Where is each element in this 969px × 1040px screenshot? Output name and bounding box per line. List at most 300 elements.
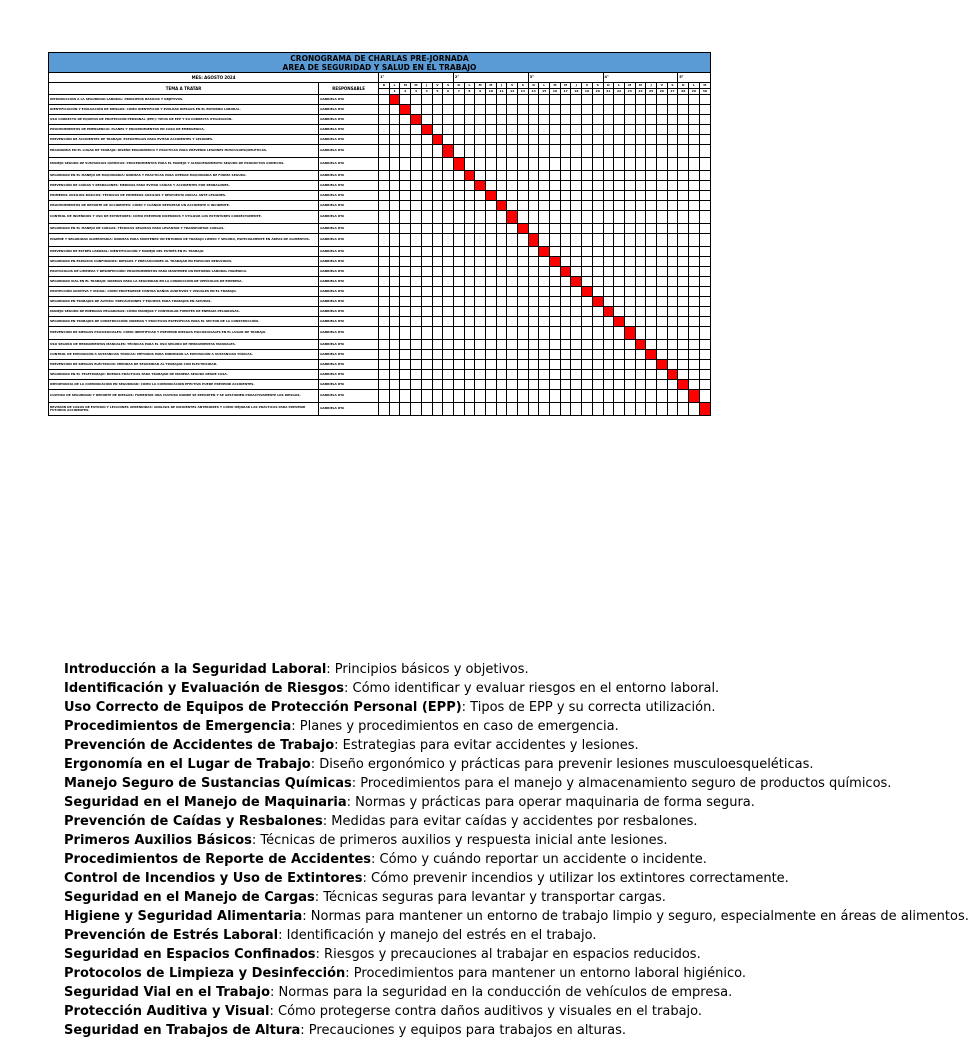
- day-cell: [518, 267, 529, 277]
- day-letter: S: [667, 83, 678, 89]
- day-cell: [624, 247, 635, 257]
- day-cell: [518, 234, 529, 247]
- day-cell: [507, 191, 518, 201]
- day-cell: [379, 145, 390, 158]
- scheduled-day-marker: [443, 145, 454, 158]
- table-row: [49, 297, 711, 307]
- day-cell: [453, 350, 464, 360]
- day-cell: [432, 191, 443, 201]
- day-cell: [400, 115, 411, 125]
- day-cell: [678, 370, 689, 380]
- day-cell: [550, 211, 561, 224]
- day-cell: [582, 95, 593, 105]
- table-row: [49, 125, 711, 135]
- scheduled-day-marker: [571, 277, 582, 287]
- day-cell: [614, 340, 625, 350]
- day-cell: [518, 211, 529, 224]
- day-cell: [635, 171, 646, 181]
- day-cell: [475, 145, 486, 158]
- day-cell: [421, 234, 432, 247]
- day-cell: [699, 191, 710, 201]
- day-cell: [464, 380, 475, 390]
- responsible-cell: GABRIELA RTA: [319, 403, 379, 416]
- list-item: [64, 793, 768, 812]
- day-cell: [699, 327, 710, 340]
- day-letter: M: [624, 83, 635, 89]
- day-cell: [421, 211, 432, 224]
- day-cell: [421, 171, 432, 181]
- responsible-cell: GABRIELA RTA: [319, 287, 379, 297]
- day-cell: [464, 181, 475, 191]
- day-cell: [475, 135, 486, 145]
- day-cell: [646, 403, 657, 416]
- day-cell: [646, 201, 657, 211]
- day-cell: [379, 171, 390, 181]
- day-cell: [678, 327, 689, 340]
- day-cell: [539, 327, 550, 340]
- list-item: [64, 736, 768, 755]
- day-cell: [389, 327, 400, 340]
- day-cell: [678, 135, 689, 145]
- day-cell: [646, 277, 657, 287]
- day-cell: [667, 158, 678, 171]
- day-cell: [411, 135, 422, 145]
- day-cell: [389, 403, 400, 416]
- day-cell: [432, 350, 443, 360]
- day-cell: [635, 211, 646, 224]
- day-cell: [507, 340, 518, 350]
- topic-cell: PREVENCIÓN DE ESTRÉS LABORAL: IDENTIFICACIÓN Y MANEJO DEL ESTRÉS EN EL TRABAJO.: [49, 247, 319, 257]
- day-cell: [699, 171, 710, 181]
- day-cell: [485, 317, 496, 327]
- day-cell: [443, 327, 454, 340]
- day-cell: [528, 115, 539, 125]
- day-cell: [635, 181, 646, 191]
- day-cell: [560, 257, 571, 267]
- day-cell: [678, 201, 689, 211]
- day-cell: [400, 95, 411, 105]
- topic-description: : Normas para la seguridad en la conducción de vehículos de empresa.: [270, 985, 733, 1000]
- day-cell: [592, 201, 603, 211]
- day-cell: [507, 297, 518, 307]
- day-cell: [592, 340, 603, 350]
- day-cell: [678, 360, 689, 370]
- day-cell: [496, 267, 507, 277]
- week-label: 3°: [528, 73, 603, 83]
- day-cell: [699, 105, 710, 115]
- table-row: [49, 247, 711, 257]
- table-row: [49, 317, 711, 327]
- day-cell: [582, 191, 593, 201]
- day-number: 11: [496, 89, 507, 95]
- day-cell: [400, 317, 411, 327]
- day-cell: [635, 234, 646, 247]
- day-cell: [453, 135, 464, 145]
- day-cell: [550, 360, 561, 370]
- day-cell: [485, 115, 496, 125]
- topic-cell: PREVENCIÓN DE RIESGOS PSICOSOCIALES: CÓMO IDENTIFICAR Y PREVENIR RIESGOS PSICOSOCIALES EN EL LUGAR DE TRABAJO.: [49, 327, 319, 340]
- day-cell: [550, 297, 561, 307]
- day-cell: [453, 247, 464, 257]
- day-cell: [614, 125, 625, 135]
- day-cell: [496, 181, 507, 191]
- topic-cell: MANEJO SEGURO DE ENERGÍAS PELIGROSAS: CÓMO MANEJAR Y CONTROLAR FUENTES DE ENERGÍA PELIGROSAS.: [49, 307, 319, 317]
- day-cell: [678, 105, 689, 115]
- day-letter: M: [475, 83, 486, 89]
- week-label: 5°: [678, 73, 711, 83]
- day-cell: [550, 327, 561, 340]
- day-cell: [603, 158, 614, 171]
- day-cell: [646, 158, 657, 171]
- day-cell: [475, 267, 486, 277]
- day-cell: [400, 171, 411, 181]
- day-cell: [485, 403, 496, 416]
- day-cell: [432, 317, 443, 327]
- day-cell: [646, 360, 657, 370]
- day-cell: [475, 307, 486, 317]
- day-number: 5: [432, 89, 443, 95]
- day-cell: [592, 380, 603, 390]
- day-cell: [379, 390, 390, 403]
- day-cell: [400, 350, 411, 360]
- day-cell: [550, 370, 561, 380]
- day-number: 25: [646, 89, 657, 95]
- day-cell: [421, 287, 432, 297]
- day-cell: [656, 115, 667, 125]
- topic-cell: PREVENCIÓN DE ACCIDENTES DE TRABAJO: ESTRATEGIAS PARA EVITAR ACCIDENTES Y LESIONES.: [49, 135, 319, 145]
- scheduled-day-marker: [485, 191, 496, 201]
- topic-title: Seguridad en Trabajos de Altura: [64, 1023, 301, 1038]
- day-cell: [667, 191, 678, 201]
- day-letter: S: [518, 83, 529, 89]
- day-cell: [379, 247, 390, 257]
- day-cell: [635, 125, 646, 135]
- day-cell: [421, 95, 432, 105]
- day-cell: [646, 247, 657, 257]
- day-cell: [603, 211, 614, 224]
- day-cell: [614, 257, 625, 267]
- day-cell: [518, 390, 529, 403]
- day-cell: [635, 317, 646, 327]
- topic-cell: CULTURA DE SEGURIDAD Y REPORTE DE RIESGOS: FOMENTAR UNA CULTURA DONDE SE REPORTEN Y SE GESTIONEN PROACTIVAMENTE LOS RIESGOS.: [49, 390, 319, 403]
- day-cell: [603, 201, 614, 211]
- day-cell: [453, 211, 464, 224]
- day-cell: [667, 125, 678, 135]
- day-cell: [592, 115, 603, 125]
- list-item: [64, 717, 768, 736]
- day-cell: [453, 224, 464, 234]
- day-cell: [432, 297, 443, 307]
- day-cell: [699, 181, 710, 191]
- day-cell: [614, 95, 625, 105]
- day-cell: [411, 403, 422, 416]
- day-cell: [646, 380, 657, 390]
- day-cell: [550, 145, 561, 158]
- day-cell: [571, 201, 582, 211]
- day-cell: [582, 125, 593, 135]
- day-cell: [624, 360, 635, 370]
- day-cell: [667, 267, 678, 277]
- day-cell: [603, 135, 614, 145]
- day-cell: [592, 390, 603, 403]
- responsible-cell: GABRIELA RTA: [319, 181, 379, 191]
- topic-description: : Riesgos y precauciones al trabajar en espacios reducidos.: [315, 947, 701, 962]
- day-cell: [678, 257, 689, 267]
- scheduled-day-marker: [400, 105, 411, 115]
- day-cell: [689, 95, 700, 105]
- day-cell: [379, 115, 390, 125]
- day-cell: [400, 297, 411, 307]
- day-cell: [635, 257, 646, 267]
- day-cell: [592, 145, 603, 158]
- day-cell: [560, 211, 571, 224]
- day-cell: [443, 403, 454, 416]
- day-cell: [603, 115, 614, 125]
- day-cell: [635, 403, 646, 416]
- day-cell: [411, 158, 422, 171]
- day-cell: [518, 105, 529, 115]
- day-cell: [496, 360, 507, 370]
- day-cell: [603, 267, 614, 277]
- day-cell: [635, 135, 646, 145]
- day-cell: [667, 105, 678, 115]
- day-cell: [400, 181, 411, 191]
- topic-title: Seguridad Vial en el Trabajo: [64, 985, 271, 1000]
- day-cell: [550, 171, 561, 181]
- day-cell: [464, 201, 475, 211]
- day-cell: [475, 201, 486, 211]
- day-cell: [614, 247, 625, 257]
- day-letter: L: [614, 83, 625, 89]
- day-cell: [603, 257, 614, 267]
- day-cell: [496, 327, 507, 340]
- day-cell: [592, 125, 603, 135]
- day-cell: [689, 380, 700, 390]
- day-cell: [464, 370, 475, 380]
- day-cell: [560, 201, 571, 211]
- day-number: 9: [475, 89, 486, 95]
- day-number: 21: [603, 89, 614, 95]
- day-cell: [496, 247, 507, 257]
- day-cell: [528, 191, 539, 201]
- day-number: 28: [678, 89, 689, 95]
- day-cell: [550, 307, 561, 317]
- day-cell: [400, 234, 411, 247]
- day-cell: [443, 115, 454, 125]
- day-cell: [560, 403, 571, 416]
- day-cell: [582, 201, 593, 211]
- day-cell: [453, 115, 464, 125]
- day-cell: [496, 370, 507, 380]
- day-cell: [528, 360, 539, 370]
- day-cell: [379, 340, 390, 350]
- day-cell: [379, 105, 390, 115]
- day-cell: [411, 171, 422, 181]
- day-cell: [550, 191, 561, 201]
- day-cell: [443, 307, 454, 317]
- day-cell: [432, 390, 443, 403]
- day-cell: [624, 340, 635, 350]
- day-cell: [571, 360, 582, 370]
- day-cell: [485, 181, 496, 191]
- day-cell: [507, 171, 518, 181]
- day-cell: [614, 297, 625, 307]
- day-cell: [464, 287, 475, 297]
- day-cell: [582, 115, 593, 125]
- day-cell: [464, 211, 475, 224]
- list-item: [64, 850, 768, 869]
- day-cell: [614, 158, 625, 171]
- day-cell: [678, 277, 689, 287]
- day-cell: [443, 317, 454, 327]
- responsible-cell: GABRIELA RTA: [319, 317, 379, 327]
- day-cell: [646, 105, 657, 115]
- day-cell: [507, 115, 518, 125]
- day-cell: [539, 105, 550, 115]
- day-cell: [528, 224, 539, 234]
- topic-description: : Planes y procedimientos en caso de emergencia.: [291, 719, 619, 734]
- day-cell: [667, 211, 678, 224]
- day-cell: [656, 317, 667, 327]
- day-cell: [485, 95, 496, 105]
- list-item: [64, 945, 768, 964]
- day-cell: [485, 370, 496, 380]
- day-cell: [603, 171, 614, 181]
- day-cell: [560, 307, 571, 317]
- scheduled-day-marker: [475, 181, 486, 191]
- day-cell: [389, 340, 400, 350]
- day-cell: [400, 340, 411, 350]
- topic-title: Primeros Auxilios Básicos: [64, 833, 252, 848]
- day-cell: [400, 125, 411, 135]
- day-cell: [539, 307, 550, 317]
- day-cell: [550, 181, 561, 191]
- day-cell: [689, 327, 700, 340]
- day-number: 10: [485, 89, 496, 95]
- list-item: [64, 679, 768, 698]
- day-cell: [379, 277, 390, 287]
- day-cell: [560, 224, 571, 234]
- responsible-cell: GABRIELA RTA: [319, 350, 379, 360]
- day-cell: [603, 350, 614, 360]
- day-cell: [614, 360, 625, 370]
- topic-description: : Diseño ergonómico y prácticas para prevenir lesiones musculoesqueléticas.: [310, 757, 814, 772]
- day-cell: [485, 158, 496, 171]
- topic-cell: INTRODUCCIÓN A LA SEGURIDAD LABORAL: PRINCIPIOS BÁSICOS Y OBJETIVOS.: [49, 95, 319, 105]
- day-cell: [656, 277, 667, 287]
- day-cell: [539, 287, 550, 297]
- day-cell: [550, 115, 561, 125]
- day-cell: [389, 135, 400, 145]
- day-cell: [667, 390, 678, 403]
- day-cell: [411, 105, 422, 115]
- day-cell: [689, 257, 700, 267]
- day-cell: [689, 307, 700, 317]
- day-cell: [421, 360, 432, 370]
- day-cell: [507, 181, 518, 191]
- day-cell: [571, 257, 582, 267]
- day-cell: [389, 297, 400, 307]
- day-cell: [571, 115, 582, 125]
- day-cell: [539, 181, 550, 191]
- day-cell: [635, 380, 646, 390]
- day-cell: [614, 211, 625, 224]
- day-cell: [614, 390, 625, 403]
- day-cell: [496, 115, 507, 125]
- day-cell: [624, 267, 635, 277]
- topic-description: : Estrategias para evitar accidentes y lesiones.: [334, 738, 639, 753]
- day-cell: [699, 267, 710, 277]
- day-cell: [421, 350, 432, 360]
- scheduled-day-marker: [421, 125, 432, 135]
- day-cell: [389, 350, 400, 360]
- day-letter: M: [411, 83, 422, 89]
- topic-description: : Tipos de EPP y su correcta utilización.: [461, 700, 716, 715]
- topic-description: : Medidas para evitar caídas y accidentes por resbalones.: [322, 814, 698, 829]
- day-cell: [689, 201, 700, 211]
- day-cell: [624, 171, 635, 181]
- day-cell: [518, 201, 529, 211]
- day-cell: [678, 115, 689, 125]
- day-cell: [496, 277, 507, 287]
- day-cell: [560, 370, 571, 380]
- day-cell: [528, 350, 539, 360]
- day-cell: [443, 247, 454, 257]
- day-cell: [443, 257, 454, 267]
- day-cell: [464, 277, 475, 287]
- day-cell: [539, 297, 550, 307]
- day-cell: [646, 390, 657, 403]
- day-cell: [496, 403, 507, 416]
- day-cell: [646, 171, 657, 181]
- day-cell: [411, 340, 422, 350]
- topic-title: Uso Correcto de Equipos de Protección Personal (EPP): [64, 700, 462, 715]
- day-cell: [421, 307, 432, 317]
- day-cell: [453, 370, 464, 380]
- day-cell: [592, 105, 603, 115]
- day-cell: [453, 317, 464, 327]
- day-cell: [689, 287, 700, 297]
- day-cell: [656, 95, 667, 105]
- list-item: [64, 774, 892, 793]
- day-cell: [560, 115, 571, 125]
- table-row: [49, 211, 711, 224]
- day-cell: [539, 158, 550, 171]
- topic-description: : Precauciones y equipos para trabajos en alturas.: [300, 1023, 626, 1038]
- day-cell: [667, 95, 678, 105]
- day-cell: [485, 380, 496, 390]
- day-cell: [539, 135, 550, 145]
- day-cell: [411, 370, 422, 380]
- day-cell: [389, 158, 400, 171]
- day-cell: [421, 327, 432, 340]
- day-cell: [475, 287, 486, 297]
- table-row: [49, 350, 711, 360]
- day-letter: M: [560, 83, 571, 89]
- day-cell: [667, 224, 678, 234]
- day-cell: [485, 297, 496, 307]
- day-cell: [592, 191, 603, 201]
- day-letter: L: [464, 83, 475, 89]
- list-item: [64, 926, 768, 945]
- day-cell: [379, 403, 390, 416]
- day-cell: [475, 390, 486, 403]
- day-cell: [624, 181, 635, 191]
- day-cell: [646, 125, 657, 135]
- day-cell: [624, 224, 635, 234]
- responsible-cell: GABRIELA RTA: [319, 105, 379, 115]
- day-letter: J: [646, 83, 657, 89]
